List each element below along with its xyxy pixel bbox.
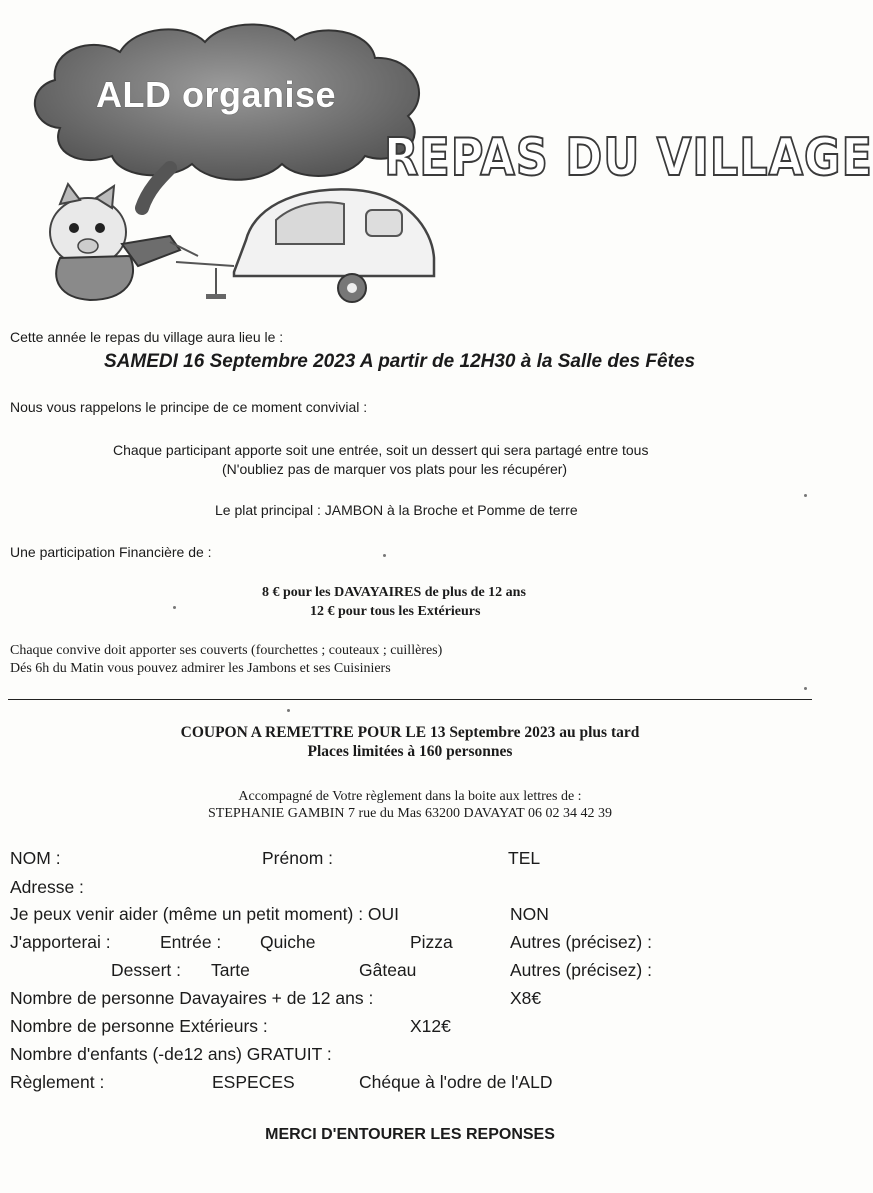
coupon-title: COUPON A REMETTRE POUR LE 13 Septembre 2023 au plus tard xyxy=(180,724,640,741)
option-non: NON xyxy=(510,904,549,924)
tel-label: TEL xyxy=(508,848,541,868)
scan-speck xyxy=(287,709,290,712)
nb-exterieurs-label: Nombre de personne Extérieurs : xyxy=(10,1016,268,1036)
option-pizza: Pizza xyxy=(410,932,453,952)
coupon-divider xyxy=(8,699,812,700)
pig-mascot-illustration xyxy=(30,170,200,310)
cutlery-note: Chaque convive doit apporter ses couverts (fourchettes ; couteaux ; cuillères) xyxy=(10,643,443,658)
option-autres-entree: Autres (précisez) : xyxy=(510,932,652,952)
event-date-line: SAMEDI 16 Septembre 2023 A partir de 12H30 à la Salle des Fêtes xyxy=(104,351,696,372)
intro-line: Cette année le repas du village aura lieu le : xyxy=(10,329,284,345)
adresse-label: Adresse : xyxy=(10,877,84,897)
reminder-line: Nous vous rappelons le principe de ce moment convivial : xyxy=(10,399,368,415)
scan-speck xyxy=(173,606,176,609)
nb-enfants-label: Nombre d'enfants (-de12 ans) GRATUIT : xyxy=(10,1044,332,1064)
option-cheque: Chéque à l'odre de l'ALD xyxy=(359,1072,553,1092)
option-tarte: Tarte xyxy=(211,960,250,980)
caravan-illustration xyxy=(176,180,456,310)
option-especes: ESPECES xyxy=(212,1072,295,1092)
scan-speck xyxy=(804,494,807,497)
coupon-instruction: Accompagné de Votre règlement dans la boite aux lettres de : xyxy=(238,789,582,804)
price-exterieurs: 12 € pour tous les Extérieurs xyxy=(310,604,481,619)
price-davayaires: 8 € pour les DAVAYAIRES de plus de 12 ans xyxy=(262,585,526,600)
prenom-label: Prénom : xyxy=(262,848,333,868)
option-gateau: Gâteau xyxy=(359,960,417,980)
aider-question: Je peux venir aider (même un petit moment) : OUI xyxy=(10,904,400,924)
event-title: REPAS DU VILLAGE xyxy=(384,128,873,188)
coupon-address: STEPHANIE GAMBIN 7 rue du Mas 63200 DAVAYAT 06 02 34 42 39 xyxy=(208,806,612,821)
reglement-label: Règlement : xyxy=(10,1072,105,1092)
nb-davayaires-label: Nombre de personne Davayaires + de 12 ans : xyxy=(10,988,374,1008)
participant-line-2: (N'oubliez pas de marquer vos plats pour les récupérer) xyxy=(222,461,568,477)
scan-speck xyxy=(383,554,386,557)
price-x8: X8€ xyxy=(510,988,542,1008)
option-quiche: Quiche xyxy=(260,932,316,952)
nom-label: NOM : xyxy=(10,848,61,868)
main-dish-line: Le plat principal : JAMBON à la Broche et Pomme de terre xyxy=(215,502,578,518)
pricing-label: Une participation Financière de : xyxy=(10,544,212,560)
coupon-subtitle: Places limitées à 160 personnes xyxy=(307,743,513,760)
entree-label: Entrée : xyxy=(160,932,222,952)
apporterai-label: J'apporterai : xyxy=(10,932,111,952)
cloud-title: ALD organise xyxy=(96,74,337,115)
footer-instruction: MERCI D'ENTOURER LES REPONSES xyxy=(265,1126,555,1143)
option-autres-dessert: Autres (précisez) : xyxy=(510,960,652,980)
participant-line-1: Chaque participant apporte soit une entrée, soit un dessert qui sera partagé entre tous xyxy=(113,442,649,458)
scan-speck xyxy=(804,687,807,690)
dessert-label: Dessert : xyxy=(111,960,182,980)
morning-note: Dés 6h du Matin vous pouvez admirer les Jambons et ses Cuisiniers xyxy=(10,661,391,676)
price-x12: X12€ xyxy=(410,1016,451,1036)
